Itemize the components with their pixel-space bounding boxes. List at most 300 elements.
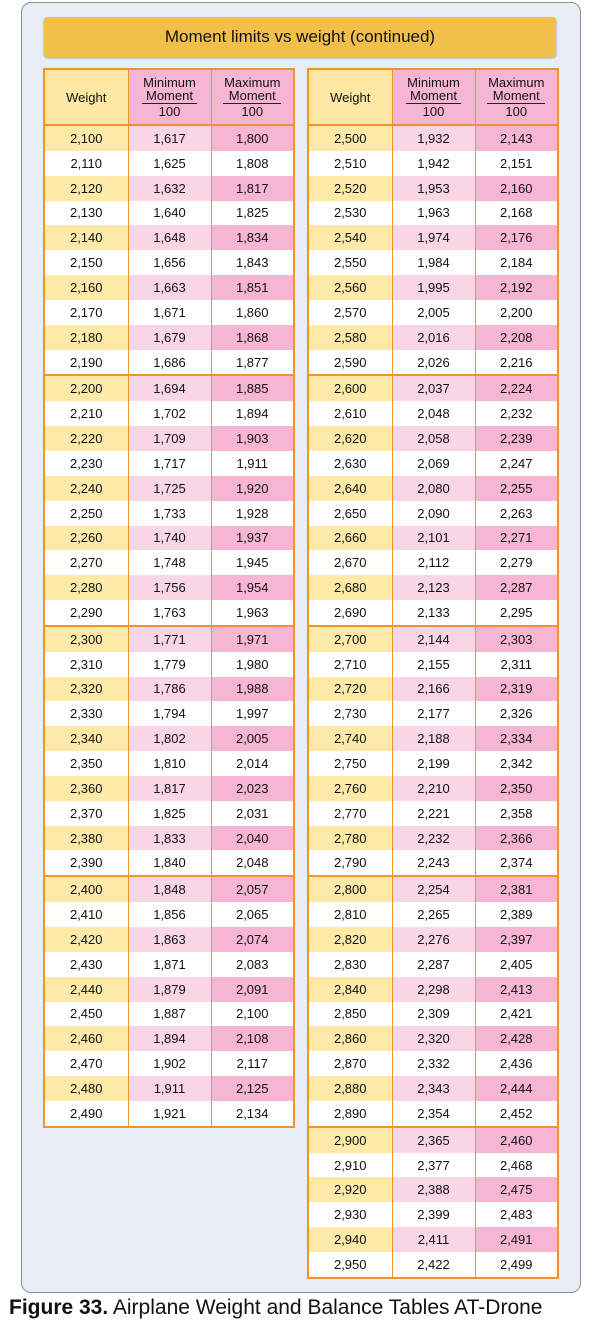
- min-moment-cell: 1,984: [392, 250, 475, 275]
- min-moment-cell: 1,671: [128, 300, 211, 325]
- weight-header: Weight: [44, 69, 128, 125]
- min-moment-cell: 2,133: [392, 600, 475, 626]
- max-moment-cell: 2,014: [211, 751, 294, 776]
- weight-cell: 2,190: [44, 350, 128, 376]
- min-moment-cell: 1,794: [128, 701, 211, 726]
- table-row: [308, 600, 558, 626]
- weight-cell: 2,460: [44, 1026, 128, 1051]
- max-moment-cell: 2,374: [475, 850, 558, 876]
- weight-cell: 2,410: [44, 902, 128, 927]
- max-moment-cell: 2,200: [475, 300, 558, 325]
- max-moment-cell: 1,825: [211, 201, 294, 226]
- max-moment-cell: 2,303: [475, 626, 558, 652]
- weight-cell: 2,150: [44, 250, 128, 275]
- table-row: [308, 1051, 558, 1076]
- weight-cell: 2,280: [44, 575, 128, 600]
- table-row: [308, 1127, 558, 1153]
- weight-cell: 2,480: [44, 1076, 128, 1101]
- min-moment-cell: 1,863: [128, 927, 211, 952]
- max-moment-cell: 2,326: [475, 701, 558, 726]
- min-moment-cell: 2,332: [392, 1051, 475, 1076]
- weight-cell: 2,840: [308, 977, 392, 1002]
- weight-cell: 2,760: [308, 776, 392, 801]
- max-moment-cell: 2,208: [475, 325, 558, 350]
- table-row: [44, 426, 294, 451]
- max-moment-cell: 2,468: [475, 1153, 558, 1178]
- min-moment-cell: 2,188: [392, 726, 475, 751]
- weight-cell: 2,120: [44, 176, 128, 201]
- weight-cell: 2,110: [44, 151, 128, 176]
- table-row: [44, 776, 294, 801]
- min-moment-cell: 1,825: [128, 801, 211, 826]
- weight-cell: 2,900: [308, 1127, 392, 1153]
- min-moment-cell: 2,090: [392, 501, 475, 526]
- min-moment-cell: 1,856: [128, 902, 211, 927]
- weight-cell: 2,930: [308, 1202, 392, 1227]
- max-moment-cell: 2,176: [475, 225, 558, 250]
- max-moment-cell: 1,963: [211, 600, 294, 626]
- weight-cell: 2,880: [308, 1076, 392, 1101]
- table-row: [44, 1026, 294, 1051]
- max-moment-cell: 1,877: [211, 350, 294, 376]
- table-row: [308, 550, 558, 575]
- max-moment-cell: 2,295: [475, 600, 558, 626]
- table-row: [44, 550, 294, 575]
- max-moment-header: Maximum Moment 100: [211, 69, 294, 125]
- min-moment-cell: 2,320: [392, 1026, 475, 1051]
- min-moment-cell: 1,763: [128, 600, 211, 626]
- max-moment-cell: 2,048: [211, 850, 294, 876]
- caption-tag: AT-Drone: [454, 1296, 543, 1319]
- weight-cell: 2,740: [308, 726, 392, 751]
- min-moment-cell: 1,942: [392, 151, 475, 176]
- min-moment-cell: 2,058: [392, 426, 475, 451]
- max-moment-cell: 2,428: [475, 1026, 558, 1051]
- min-moment-cell: 2,243: [392, 850, 475, 876]
- max-moment-cell: 2,491: [475, 1227, 558, 1252]
- table-row: [308, 1252, 558, 1278]
- max-moment-cell: 2,160: [475, 176, 558, 201]
- max-moment-cell: 1,911: [211, 451, 294, 476]
- max-moment-cell: 2,499: [475, 1252, 558, 1278]
- weight-cell: 2,640: [308, 476, 392, 501]
- weight-cell: 2,290: [44, 600, 128, 626]
- max-moment-cell: 2,239: [475, 426, 558, 451]
- max-moment-cell: 2,342: [475, 751, 558, 776]
- table-row: [308, 652, 558, 677]
- weight-cell: 2,950: [308, 1252, 392, 1278]
- table-row: [44, 1002, 294, 1027]
- weight-cell: 2,490: [44, 1101, 128, 1127]
- max-moment-cell: 1,800: [211, 125, 294, 151]
- table-row: [308, 250, 558, 275]
- min-moment-cell: 1,879: [128, 977, 211, 1002]
- min-moment-cell: 2,287: [392, 952, 475, 977]
- min-moment-cell: 1,953: [392, 176, 475, 201]
- table-row: [44, 876, 294, 902]
- weight-cell: 2,890: [308, 1101, 392, 1127]
- max-moment-cell: 2,389: [475, 902, 558, 927]
- max-moment-cell: 2,091: [211, 977, 294, 1002]
- table-row: [308, 927, 558, 952]
- min-moment-cell: 2,210: [392, 776, 475, 801]
- max-moment-cell: 2,263: [475, 501, 558, 526]
- min-moment-cell: 1,817: [128, 776, 211, 801]
- min-moment-cell: 2,005: [392, 300, 475, 325]
- max-moment-cell: 1,843: [211, 250, 294, 275]
- weight-cell: 2,600: [308, 375, 392, 401]
- min-moment-cell: 2,265: [392, 902, 475, 927]
- table-row: [308, 476, 558, 501]
- table-row: [308, 125, 558, 151]
- max-moment-cell: 1,997: [211, 701, 294, 726]
- weight-cell: 2,670: [308, 550, 392, 575]
- max-moment-cell: 2,074: [211, 927, 294, 952]
- min-moment-cell: 2,080: [392, 476, 475, 501]
- table-row: [308, 977, 558, 1002]
- table-row: [308, 776, 558, 801]
- table-row: [44, 801, 294, 826]
- min-moment-cell: 2,276: [392, 927, 475, 952]
- table-row: [44, 176, 294, 201]
- table-row: [308, 952, 558, 977]
- min-moment-cell: 1,771: [128, 626, 211, 652]
- max-moment-cell: 2,083: [211, 952, 294, 977]
- max-moment-cell: 1,920: [211, 476, 294, 501]
- max-moment-cell: 2,413: [475, 977, 558, 1002]
- max-moment-cell: 2,421: [475, 1002, 558, 1027]
- min-moment-cell: 1,848: [128, 876, 211, 902]
- weight-cell: 2,910: [308, 1153, 392, 1178]
- max-moment-cell: 2,350: [475, 776, 558, 801]
- weight-cell: 2,550: [308, 250, 392, 275]
- max-moment-cell: 2,192: [475, 275, 558, 300]
- table-row: [308, 1227, 558, 1252]
- table-row: [44, 201, 294, 226]
- table-row: [44, 751, 294, 776]
- weight-cell: 2,860: [308, 1026, 392, 1051]
- table-row: [44, 977, 294, 1002]
- right-header-row: [308, 69, 558, 125]
- min-moment-cell: 2,112: [392, 550, 475, 575]
- max-moment-cell: 1,954: [211, 575, 294, 600]
- table-row: [308, 401, 558, 426]
- min-moment-cell: 2,199: [392, 751, 475, 776]
- max-moment-cell: 1,885: [211, 375, 294, 401]
- table-row: [308, 501, 558, 526]
- max-moment-cell: 2,483: [475, 1202, 558, 1227]
- min-moment-cell: 2,026: [392, 350, 475, 376]
- min-moment-cell: 2,411: [392, 1227, 475, 1252]
- table-row: [44, 927, 294, 952]
- min-moment-cell: 1,648: [128, 225, 211, 250]
- min-moment-cell: 1,802: [128, 726, 211, 751]
- max-moment-cell: 2,134: [211, 1101, 294, 1127]
- max-moment-cell: 2,108: [211, 1026, 294, 1051]
- table-row: [44, 151, 294, 176]
- table-title: Moment limits vs weight (continued): [44, 17, 556, 57]
- table-row: [308, 275, 558, 300]
- weight-cell: 2,370: [44, 801, 128, 826]
- min-moment-cell: 1,740: [128, 526, 211, 551]
- min-moment-cell: 1,840: [128, 850, 211, 876]
- max-moment-cell: 2,247: [475, 451, 558, 476]
- weight-cell: 2,210: [44, 401, 128, 426]
- weight-cell: 2,360: [44, 776, 128, 801]
- min-moment-cell: 1,911: [128, 1076, 211, 1101]
- min-moment-cell: 1,686: [128, 350, 211, 376]
- max-moment-cell: 1,860: [211, 300, 294, 325]
- weight-cell: 2,920: [308, 1177, 392, 1202]
- max-moment-cell: 2,279: [475, 550, 558, 575]
- weight-cell: 2,180: [44, 325, 128, 350]
- table-row: [308, 626, 558, 652]
- max-moment-cell: 2,475: [475, 1177, 558, 1202]
- weight-cell: 2,470: [44, 1051, 128, 1076]
- max-moment-cell: 2,224: [475, 375, 558, 401]
- table-row: [308, 876, 558, 902]
- min-moment-cell: 1,894: [128, 1026, 211, 1051]
- table-row: [44, 850, 294, 876]
- table-row: [44, 626, 294, 652]
- table-row: [44, 300, 294, 325]
- weight-cell: 2,250: [44, 501, 128, 526]
- min-moment-cell: 1,932: [392, 125, 475, 151]
- min-moment-cell: 2,016: [392, 325, 475, 350]
- table-row: [44, 250, 294, 275]
- table-row: [308, 801, 558, 826]
- min-moment-cell: 1,995: [392, 275, 475, 300]
- weight-cell: 2,310: [44, 652, 128, 677]
- weight-cell: 2,390: [44, 850, 128, 876]
- weight-cell: 2,400: [44, 876, 128, 902]
- figure-number: Figure 33.: [9, 1296, 109, 1319]
- weight-cell: 2,820: [308, 927, 392, 952]
- max-moment-cell: 2,381: [475, 876, 558, 902]
- table-row: [44, 701, 294, 726]
- min-moment-cell: 2,377: [392, 1153, 475, 1178]
- max-moment-cell: 2,100: [211, 1002, 294, 1027]
- table-row: [308, 451, 558, 476]
- table-row: [44, 575, 294, 600]
- table-row: [308, 1076, 558, 1101]
- max-moment-cell: 1,817: [211, 176, 294, 201]
- min-moment-cell: 1,709: [128, 426, 211, 451]
- min-moment-cell: 2,037: [392, 375, 475, 401]
- max-moment-cell: 1,988: [211, 677, 294, 702]
- max-moment-cell: 2,319: [475, 677, 558, 702]
- table-row: [44, 375, 294, 401]
- min-moment-cell: 2,254: [392, 876, 475, 902]
- min-moment-cell: 1,963: [392, 201, 475, 226]
- min-moment-cell: 1,902: [128, 1051, 211, 1076]
- table-row: [44, 451, 294, 476]
- weight-cell: 2,530: [308, 201, 392, 226]
- weight-cell: 2,850: [308, 1002, 392, 1027]
- min-moment-cell: 2,048: [392, 401, 475, 426]
- weight-cell: 2,610: [308, 401, 392, 426]
- max-moment-cell: 2,358: [475, 801, 558, 826]
- weight-cell: 2,730: [308, 701, 392, 726]
- min-moment-cell: 2,101: [392, 526, 475, 551]
- max-moment-cell: 2,405: [475, 952, 558, 977]
- weight-cell: 2,380: [44, 826, 128, 851]
- table-row: [308, 1026, 558, 1051]
- max-moment-cell: 1,834: [211, 225, 294, 250]
- table-row: [44, 952, 294, 977]
- weight-cell: 2,350: [44, 751, 128, 776]
- weight-cell: 2,580: [308, 325, 392, 350]
- max-moment-cell: 1,894: [211, 401, 294, 426]
- max-moment-cell: 1,980: [211, 652, 294, 677]
- min-moment-cell: 1,786: [128, 677, 211, 702]
- min-moment-cell: 2,343: [392, 1076, 475, 1101]
- min-moment-cell: 1,694: [128, 375, 211, 401]
- table-row: [308, 850, 558, 876]
- weight-cell: 2,300: [44, 626, 128, 652]
- min-moment-cell: 2,177: [392, 701, 475, 726]
- table-row: [308, 902, 558, 927]
- max-moment-cell: 2,031: [211, 801, 294, 826]
- max-moment-cell: 1,928: [211, 501, 294, 526]
- table-row: [308, 325, 558, 350]
- min-moment-cell: 2,155: [392, 652, 475, 677]
- weight-cell: 2,260: [44, 526, 128, 551]
- min-moment-cell: 2,166: [392, 677, 475, 702]
- weight-cell: 2,430: [44, 952, 128, 977]
- table-row: [308, 1101, 558, 1127]
- weight-cell: 2,450: [44, 1002, 128, 1027]
- min-moment-cell: 2,123: [392, 575, 475, 600]
- min-moment-cell: 1,748: [128, 550, 211, 575]
- table-row: [44, 600, 294, 626]
- weight-cell: 2,200: [44, 375, 128, 401]
- weight-cell: 2,620: [308, 426, 392, 451]
- weight-header: Weight: [308, 69, 392, 125]
- table-row: [308, 300, 558, 325]
- table-row: [308, 176, 558, 201]
- weight-cell: 2,780: [308, 826, 392, 851]
- table-row: [308, 375, 558, 401]
- weight-cell: 2,940: [308, 1227, 392, 1252]
- max-moment-cell: 1,937: [211, 526, 294, 551]
- weight-cell: 2,230: [44, 451, 128, 476]
- weight-cell: 2,750: [308, 751, 392, 776]
- weight-cell: 2,800: [308, 876, 392, 902]
- min-moment-cell: 1,725: [128, 476, 211, 501]
- table-row: [308, 151, 558, 176]
- weight-cell: 2,240: [44, 476, 128, 501]
- min-moment-cell: 1,632: [128, 176, 211, 201]
- max-moment-cell: 2,168: [475, 201, 558, 226]
- max-moment-cell: 2,334: [475, 726, 558, 751]
- max-moment-cell: 2,125: [211, 1076, 294, 1101]
- weight-cell: 2,830: [308, 952, 392, 977]
- min-moment-cell: 2,309: [392, 1002, 475, 1027]
- min-moment-cell: 1,733: [128, 501, 211, 526]
- weight-cell: 2,100: [44, 125, 128, 151]
- table-row: [44, 1051, 294, 1076]
- min-moment-cell: 1,679: [128, 325, 211, 350]
- table-row: [308, 701, 558, 726]
- weight-cell: 2,590: [308, 350, 392, 376]
- table-row: [308, 751, 558, 776]
- min-moment-cell: 1,810: [128, 751, 211, 776]
- weight-cell: 2,510: [308, 151, 392, 176]
- weight-cell: 2,500: [308, 125, 392, 151]
- max-moment-cell: 2,255: [475, 476, 558, 501]
- table-row: [44, 125, 294, 151]
- table-row: [308, 575, 558, 600]
- table-row: [308, 1002, 558, 1027]
- max-moment-cell: 2,311: [475, 652, 558, 677]
- max-moment-cell: 1,851: [211, 275, 294, 300]
- min-moment-cell: 1,617: [128, 125, 211, 151]
- max-moment-cell: 2,452: [475, 1101, 558, 1127]
- min-moment-header: Minimum Moment 100: [392, 69, 475, 125]
- max-moment-cell: 2,436: [475, 1051, 558, 1076]
- min-moment-cell: 2,232: [392, 826, 475, 851]
- weight-cell: 2,680: [308, 575, 392, 600]
- weight-cell: 2,630: [308, 451, 392, 476]
- figure-caption: [9, 1296, 542, 1320]
- weight-cell: 2,770: [308, 801, 392, 826]
- min-moment-cell: 1,921: [128, 1101, 211, 1127]
- max-moment-cell: 2,444: [475, 1076, 558, 1101]
- weight-cell: 2,340: [44, 726, 128, 751]
- weight-cell: 2,710: [308, 652, 392, 677]
- max-moment-cell: 2,216: [475, 350, 558, 376]
- max-moment-cell: 2,460: [475, 1127, 558, 1153]
- max-moment-cell: 2,143: [475, 125, 558, 151]
- table-row: [44, 526, 294, 551]
- max-moment-cell: 2,057: [211, 876, 294, 902]
- max-moment-cell: 2,117: [211, 1051, 294, 1076]
- weight-cell: 2,170: [44, 300, 128, 325]
- weight-cell: 2,540: [308, 225, 392, 250]
- table-row: [44, 652, 294, 677]
- max-moment-cell: 2,366: [475, 826, 558, 851]
- table-row: [44, 350, 294, 376]
- min-moment-cell: 2,422: [392, 1252, 475, 1278]
- table-row: [308, 677, 558, 702]
- table-row: [44, 501, 294, 526]
- weight-cell: 2,560: [308, 275, 392, 300]
- weight-cell: 2,700: [308, 626, 392, 652]
- max-moment-cell: 2,023: [211, 776, 294, 801]
- min-moment-cell: 1,887: [128, 1002, 211, 1027]
- table-row: [308, 1153, 558, 1178]
- right-moment-table: [307, 68, 559, 1279]
- table-row: [44, 225, 294, 250]
- min-moment-cell: 1,833: [128, 826, 211, 851]
- left-moment-table: [43, 68, 295, 1128]
- weight-cell: 2,320: [44, 677, 128, 702]
- weight-cell: 2,130: [44, 201, 128, 226]
- weight-cell: 2,570: [308, 300, 392, 325]
- table-row: [44, 1101, 294, 1127]
- min-moment-cell: 2,365: [392, 1127, 475, 1153]
- caption-text: Airplane Weight and Balance Tables: [108, 1296, 455, 1319]
- max-moment-cell: 2,271: [475, 526, 558, 551]
- weight-cell: 2,720: [308, 677, 392, 702]
- max-moment-cell: 2,151: [475, 151, 558, 176]
- table-row: [44, 325, 294, 350]
- min-moment-cell: 2,354: [392, 1101, 475, 1127]
- min-moment-cell: 1,663: [128, 275, 211, 300]
- weight-cell: 2,160: [44, 275, 128, 300]
- table-row: [308, 1202, 558, 1227]
